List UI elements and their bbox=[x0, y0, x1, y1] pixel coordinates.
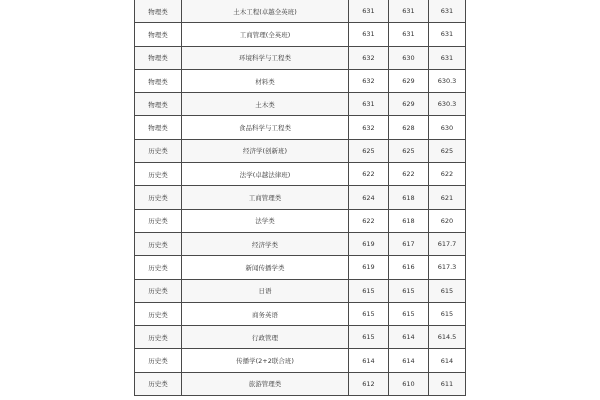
table-row bbox=[135, 256, 466, 279]
category-cell: 物理类 bbox=[135, 93, 182, 116]
min-score-cell: 610 bbox=[389, 372, 429, 395]
major-cell: 经济学类 bbox=[182, 232, 349, 255]
max-score-cell: 624 bbox=[349, 186, 389, 209]
max-score-cell: 632 bbox=[349, 69, 389, 92]
category-cell: 历史类 bbox=[135, 163, 182, 186]
avg-score-cell: 620 bbox=[429, 209, 466, 232]
max-score-cell: 625 bbox=[349, 139, 389, 162]
avg-score-cell: 631 bbox=[429, 23, 466, 46]
major-cell: 商务英语 bbox=[182, 302, 349, 325]
min-score-cell: 629 bbox=[389, 69, 429, 92]
table-row bbox=[135, 372, 466, 395]
max-score-cell: 632 bbox=[349, 116, 389, 139]
score-table-body bbox=[135, 0, 466, 396]
max-score-cell: 622 bbox=[349, 209, 389, 232]
table-row bbox=[135, 139, 466, 162]
avg-score-cell: 615 bbox=[429, 279, 466, 302]
table-row bbox=[135, 23, 466, 46]
table-row bbox=[135, 0, 466, 23]
category-cell: 物理类 bbox=[135, 23, 182, 46]
avg-score-cell: 617.7 bbox=[429, 232, 466, 255]
table-row bbox=[135, 326, 466, 349]
major-cell: 法学(卓越法律班) bbox=[182, 163, 349, 186]
min-score-cell: 625 bbox=[389, 139, 429, 162]
min-score-cell: 622 bbox=[389, 163, 429, 186]
max-score-cell: 614 bbox=[349, 349, 389, 372]
major-cell: 材料类 bbox=[182, 69, 349, 92]
avg-score-cell: 630.3 bbox=[429, 69, 466, 92]
avg-score-cell: 611 bbox=[429, 372, 466, 395]
max-score-cell: 632 bbox=[349, 46, 389, 69]
table-row bbox=[135, 209, 466, 232]
min-score-cell: 618 bbox=[389, 209, 429, 232]
table-row bbox=[135, 116, 466, 139]
table-row bbox=[135, 349, 466, 372]
table-row bbox=[135, 69, 466, 92]
major-cell: 传播学(2+2联合班) bbox=[182, 349, 349, 372]
avg-score-cell: 615 bbox=[429, 302, 466, 325]
category-cell: 历史类 bbox=[135, 209, 182, 232]
category-cell: 历史类 bbox=[135, 349, 182, 372]
table-row bbox=[135, 186, 466, 209]
major-cell: 土木类 bbox=[182, 93, 349, 116]
avg-score-cell: 621 bbox=[429, 186, 466, 209]
min-score-cell: 615 bbox=[389, 302, 429, 325]
table-row bbox=[135, 163, 466, 186]
category-cell: 历史类 bbox=[135, 279, 182, 302]
max-score-cell: 615 bbox=[349, 279, 389, 302]
major-cell: 新闻传播学类 bbox=[182, 256, 349, 279]
min-score-cell: 614 bbox=[389, 349, 429, 372]
avg-score-cell: 614 bbox=[429, 349, 466, 372]
max-score-cell: 615 bbox=[349, 326, 389, 349]
min-score-cell: 631 bbox=[389, 23, 429, 46]
category-cell: 历史类 bbox=[135, 232, 182, 255]
max-score-cell: 631 bbox=[349, 93, 389, 116]
max-score-cell: 619 bbox=[349, 256, 389, 279]
min-score-cell: 614 bbox=[389, 326, 429, 349]
table-row bbox=[135, 302, 466, 325]
avg-score-cell: 631 bbox=[429, 0, 466, 23]
max-score-cell: 631 bbox=[349, 0, 389, 23]
major-cell: 工商管理类 bbox=[182, 186, 349, 209]
category-cell: 历史类 bbox=[135, 302, 182, 325]
min-score-cell: 630 bbox=[389, 46, 429, 69]
table-row bbox=[135, 93, 466, 116]
category-cell: 历史类 bbox=[135, 326, 182, 349]
table-row bbox=[135, 46, 466, 69]
max-score-cell: 619 bbox=[349, 232, 389, 255]
major-cell: 经济学(创新班) bbox=[182, 139, 349, 162]
avg-score-cell: 625 bbox=[429, 139, 466, 162]
max-score-cell: 631 bbox=[349, 23, 389, 46]
min-score-cell: 629 bbox=[389, 93, 429, 116]
category-cell: 历史类 bbox=[135, 372, 182, 395]
major-cell: 旅游管理类 bbox=[182, 372, 349, 395]
major-cell: 法学类 bbox=[182, 209, 349, 232]
category-cell: 物理类 bbox=[135, 69, 182, 92]
category-cell: 历史类 bbox=[135, 256, 182, 279]
max-score-cell: 615 bbox=[349, 302, 389, 325]
major-cell: 土木工程(卓越全英班) bbox=[182, 0, 349, 23]
min-score-cell: 617 bbox=[389, 232, 429, 255]
avg-score-cell: 630.3 bbox=[429, 93, 466, 116]
major-cell: 环境科学与工程类 bbox=[182, 46, 349, 69]
major-cell: 行政管理 bbox=[182, 326, 349, 349]
min-score-cell: 616 bbox=[389, 256, 429, 279]
min-score-cell: 618 bbox=[389, 186, 429, 209]
min-score-cell: 631 bbox=[389, 0, 429, 23]
avg-score-cell: 630 bbox=[429, 116, 466, 139]
category-cell: 物理类 bbox=[135, 0, 182, 23]
category-cell: 物理类 bbox=[135, 46, 182, 69]
min-score-cell: 615 bbox=[389, 279, 429, 302]
major-cell: 工商管理(全英班) bbox=[182, 23, 349, 46]
table-row bbox=[135, 232, 466, 255]
avg-score-cell: 617.3 bbox=[429, 256, 466, 279]
category-cell: 历史类 bbox=[135, 139, 182, 162]
max-score-cell: 622 bbox=[349, 163, 389, 186]
category-cell: 物理类 bbox=[135, 116, 182, 139]
major-cell: 日语 bbox=[182, 279, 349, 302]
avg-score-cell: 631 bbox=[429, 46, 466, 69]
score-table bbox=[134, 0, 466, 396]
avg-score-cell: 622 bbox=[429, 163, 466, 186]
min-score-cell: 628 bbox=[389, 116, 429, 139]
category-cell: 历史类 bbox=[135, 186, 182, 209]
table-row bbox=[135, 279, 466, 302]
max-score-cell: 612 bbox=[349, 372, 389, 395]
avg-score-cell: 614.5 bbox=[429, 326, 466, 349]
major-cell: 食品科学与工程类 bbox=[182, 116, 349, 139]
